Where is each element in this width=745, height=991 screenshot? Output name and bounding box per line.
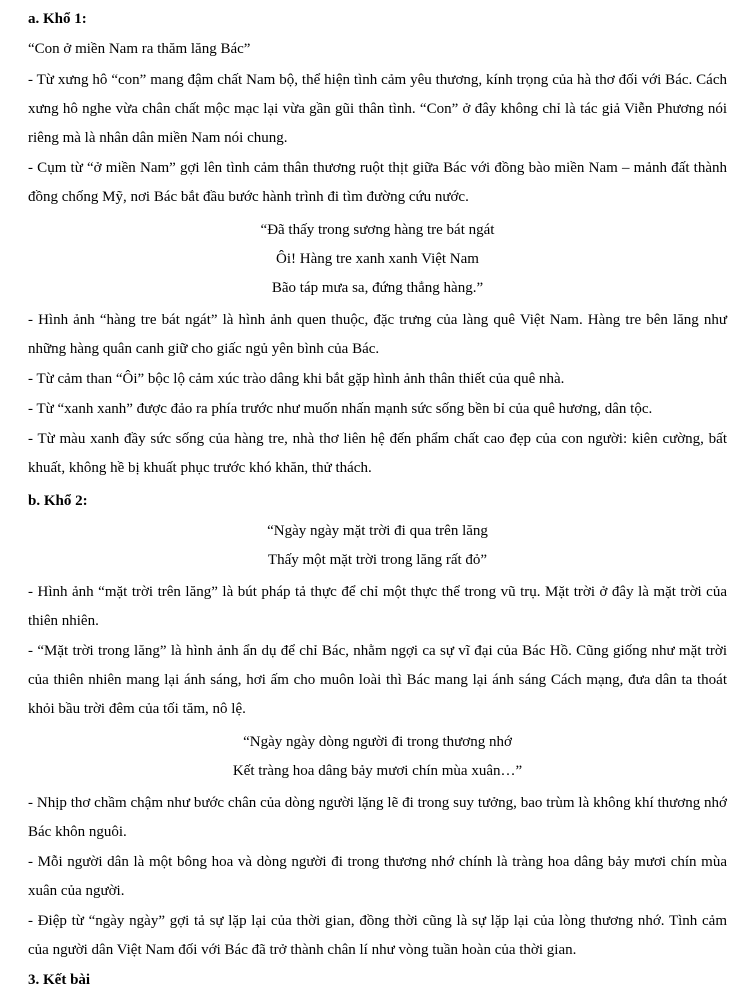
paragraph: - Từ màu xanh đầy sức sống của hàng tre, nhà thơ liên hệ đến phẩm chất cao đẹp của con người: kiên cường, bất khuất, không hề bị khuất phục trước khó khăn, thử thách. [28,431,727,476]
paragraph: - Mỗi người dân là một bông hoa và dòng người đi trong thương nhớ chính là tràng hoa dâng bảy mươi chín mùa xuân của người. [28,854,727,899]
poem-line: Bão táp mưa sa, đứng thẳng hàng.” [271,280,484,296]
paragraph: - Từ xưng hô “con” mang đậm chất Nam bộ, thể hiện tình cảm yêu thương, kính trọng của hà thơ đối với Bác. Cách xưng hô nghe vừa chân chất mộc mạc lại vừa gần gũi thân tình. “Con” ở đây không chỉ là tác giả Viễn Phương nói riêng mà là nhân dân miền Nam nói chung. [28,72,727,146]
paragraph: - Từ “xanh xanh” được đảo ra phía trước như muốn nhấn mạnh sức sống bền bỉ của quê hương, dân tộc. [28,401,653,417]
poem-line: Thấy một mặt trời trong lăng rất đỏ” [267,552,488,568]
poem-line: “Ngày ngày mặt trời đi qua trên lăng [267,523,488,539]
section-3-heading: 3. Kết bài [28,972,91,988]
poem-line: Ôi! Hàng tre xanh xanh Việt Nam [276,251,479,267]
section-a-quote: “Con ở miền Nam ra thăm lăng Bác” [28,41,251,57]
poem-line: “Đã thấy trong sương hàng tre bát ngát [260,222,495,238]
paragraph: - Hình ảnh “hàng tre bát ngát” là hình ảnh quen thuộc, đặc trưng của làng quê Việt Nam. Hàng tre bên lăng như những hàng quân canh giữ cho giấc ngủ yên bình của Bác. [28,312,727,357]
paragraph: - Hình ảnh “mặt trời trên lăng” là bút pháp tả thực để chỉ một thực thể trong vũ trụ. Mặt trời ở đây là mặt trời của thiên nhiên. [28,584,727,629]
section-b-heading: b. Khổ 2: [28,493,88,509]
paragraph: - Nhịp thơ chầm chậm như bước chân của dòng người lặng lẽ đi trong suy tưởng, bao trùm là không khí thương nhớ Bác khôn nguôi. [28,795,727,840]
poem-line: “Ngày ngày dòng người đi trong thương nhớ [243,734,512,750]
paragraph: - Từ cảm than “Ôi” bộc lộ cảm xúc trào dâng khi bắt gặp hình ảnh thân thiết của quê nhà. [28,371,565,387]
paragraph: - Điệp từ “ngày ngày” gợi tả sự lặp lại của thời gian, đồng thời cũng là sự lặp lại của lòng thương nhớ. Tình cảm của người dân Việt Nam đối với Bác đã trở thành chân lí như vòng tuần hoàn của thời gian. [28,913,727,958]
paragraph: - Cụm từ “ở miền Nam” gợi lên tình cảm thân thương ruột thịt giữa Bác với đồng bào miền Nam – mảnh đất thành đồng chống Mỹ, nơi Bác bắt đầu bước hành trình đi tìm đường cứu nước. [28,160,727,205]
paragraph: - “Mặt trời trong lăng” là hình ảnh ẩn dụ để chỉ Bác, nhằm ngợi ca sự vĩ đại của Bác Hồ. Cũng giống như mặt trời của thiên nhiên mang lại ánh sáng, hơi ấm cho muôn loài thì Bác mang lại ánh sáng Cách mạng, đưa dân ta thoát khỏi bầu trời đêm của tối tăm, nô lệ. [28,643,727,717]
poem-line: Kết tràng hoa dâng bảy mươi chín mùa xuân…” [232,763,523,779]
section-a-heading: a. Khổ 1: [28,11,87,27]
